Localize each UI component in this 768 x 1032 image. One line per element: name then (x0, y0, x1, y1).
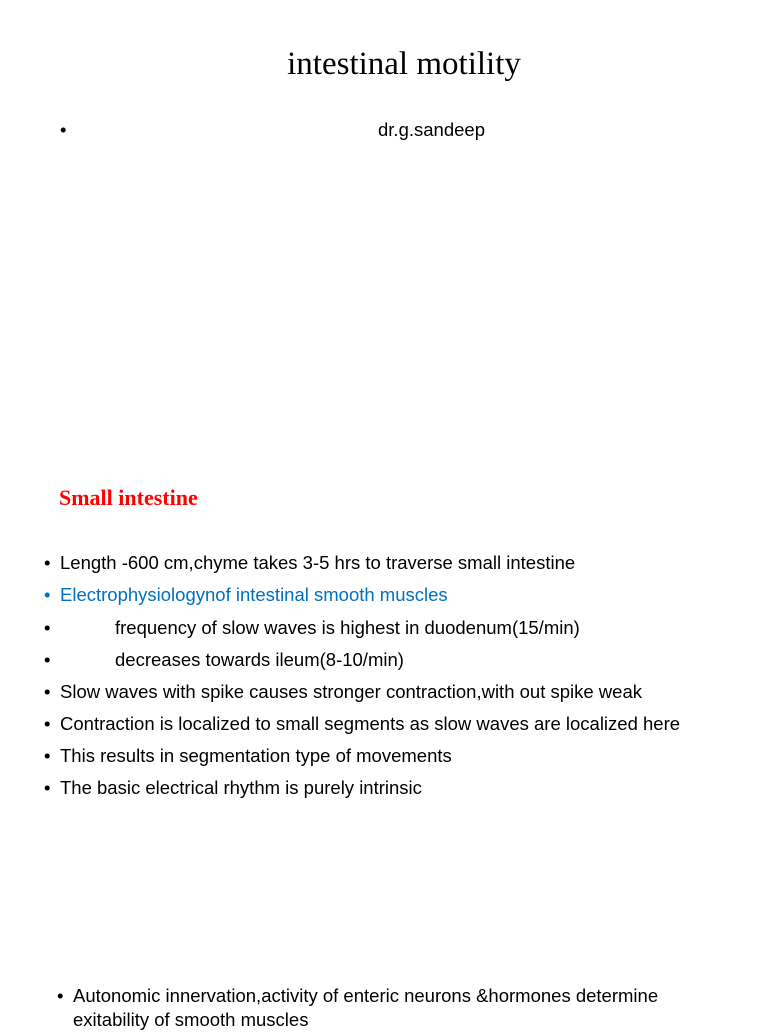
list-item (44, 775, 764, 801)
list-item-indented (44, 615, 764, 641)
bullet-dot: • (44, 649, 51, 670)
continuation-text: Autonomic innervation,activity of enteric neurons &hormones determine exitability of smooth muscles (73, 985, 659, 1030)
list-item (44, 711, 764, 737)
list-item-indented (44, 647, 764, 673)
list-item-text: The basic electrical rhythm is purely intrinsic (60, 777, 422, 798)
list-item (44, 679, 764, 705)
bullet-dot: • (44, 552, 51, 573)
list-item (44, 550, 764, 576)
bullet-dot: • (44, 617, 51, 638)
author-name: dr.g.sandeep (378, 119, 485, 140)
bullet-dot: • (44, 777, 51, 798)
bullet-dot: • (44, 713, 51, 734)
list-item-text: Slow waves with spike causes stronger contraction,with out spike weak (60, 681, 642, 702)
list-item-text: Electrophysiologynof intestinal smooth muscles (60, 584, 448, 605)
list-item-text: Length -600 cm,chyme takes 3-5 hrs to traverse small intestine (60, 552, 576, 573)
list-item-text: frequency of slow waves is highest in duodenum(15/min) (115, 617, 580, 638)
bullet-dot: • (44, 584, 51, 605)
bullet-dot: • (44, 681, 51, 702)
section-heading: Small intestine (59, 485, 198, 510)
bullet-dot: • (60, 119, 67, 140)
author-line (60, 118, 760, 142)
bullet-dot: • (57, 985, 64, 1006)
slide-title: intestinal motility (287, 46, 521, 82)
list-item-text: This results in segmentation type of movements (60, 745, 452, 766)
list-item-text: decreases towards ileum(8-10/min) (115, 649, 404, 670)
list-item-text: Contraction is localized to small segments as slow waves are localized here (60, 713, 681, 734)
list-item (44, 743, 764, 769)
list-item-highlighted (44, 582, 764, 608)
bullet-dot: • (44, 745, 51, 766)
